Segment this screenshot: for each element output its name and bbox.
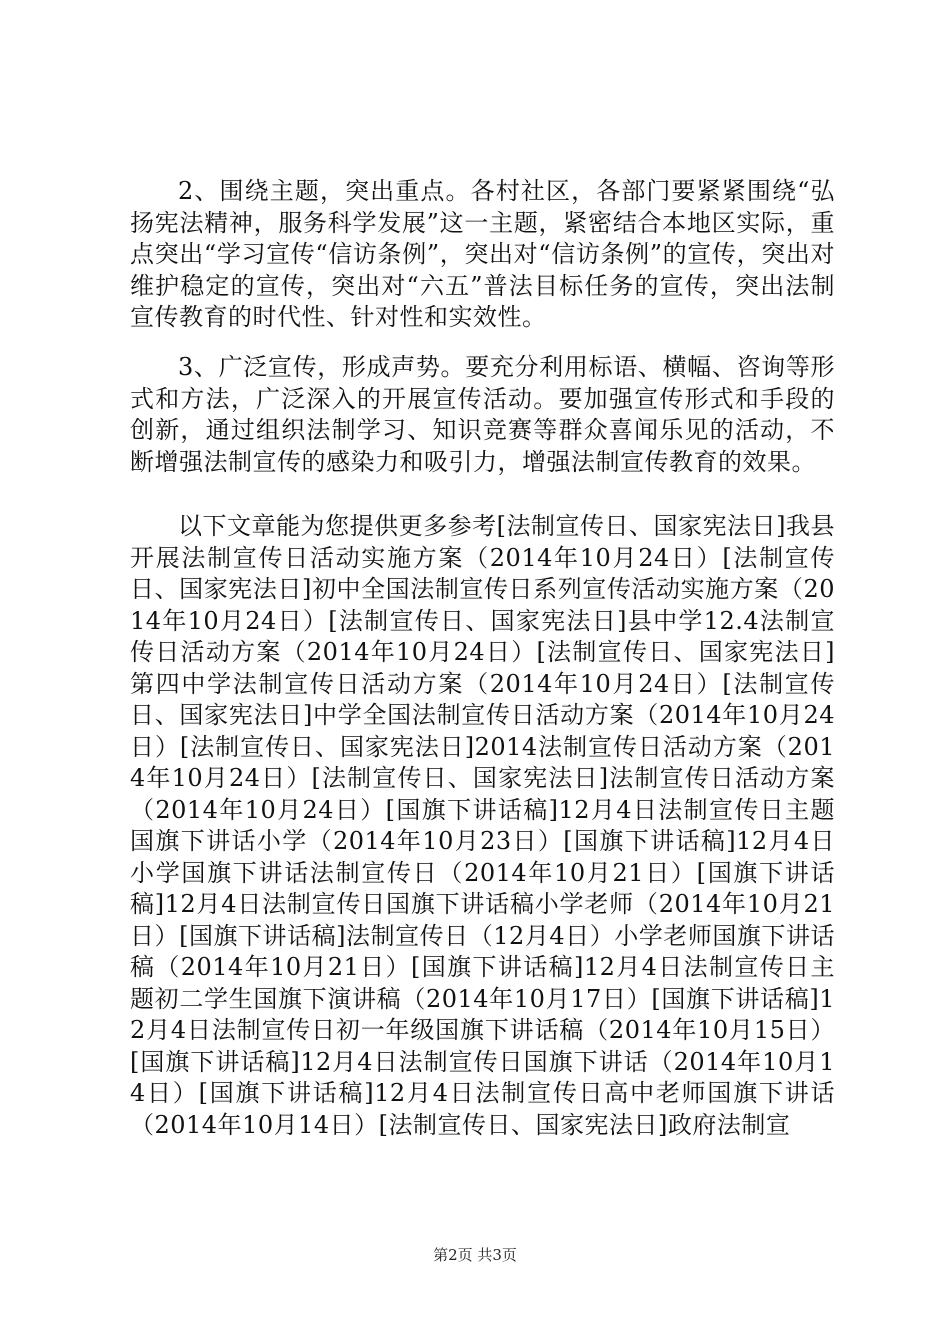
paragraph-focus-theme: 2、围绕主题，突出重点。各村社区，各部门要紧紧围绕“弘扬宪法精神，服务科学发展”这一主题，紧密结合本地区实际，重点突出“学习宣传“信访条例”，突出对“信访条例”的宣传，突出对维护稳定的宣传，突出对“六五”普法目标任务的宣传，突出法制宣传教育的时代性、针对性和实效性。 bbox=[130, 177, 835, 331]
page-footer: 第2页 共3页 bbox=[433, 1246, 517, 1264]
paragraph-related-articles: 以下文章能为您提供更多参考[法制宣传日、国家宪法日]我县开展法制宣传日活动实施方案（2014年10月24日）[法制宣传日、国家宪法日]初中全国法制宣传日系列宣传活动实施方案（2014年10月24日）[法制宣传日、国家宪法日]县中学12.4法制宣传日活动方案（2014年10月24日）[法制宣传日、国家宪法日]第四中学法制宣传日活动方案（2014年10月24日）[法制宣传日、国家宪法日]中学全国法制宣传日活动方案（2014年10月24日）[法制宣传日、国家宪法日]2014法制宣传日活动方案（2014年10月24日）[法制宣传日、国家宪法日]法制宣传日活动方案（2014年10月24日）[国旗下讲话稿]12月4日法制宣传日主题国旗下讲话小学（2014年10月23日）[国旗下讲话稿]12月4日小学国旗下讲话法制宣传日（2014年10月21日）[国旗下讲话稿]12月4日法制宣传日国旗下讲话稿小学老师（2014年10月21日）[国旗下讲话稿]法制宣传日（12月4日）小学老师国旗下讲话稿（2014年10月21日）[国旗下讲话稿]12月4日法制宣传日主题初二学生国旗下演讲稿（2014年10月17日）[国旗下讲话稿]12月4日法制宣传日初一年级国旗下讲话稿（2014年10月15日）[国旗下讲话稿]12月4日法制宣传日国旗下讲话（2014年10月14日）[国旗下讲话稿]12月4日法制宣传日高中老师国旗下讲话（2014年10月14日）[法制宣传日、国家宪法日]政府法制宣 bbox=[130, 512, 835, 1139]
paragraph-wide-publicity: 3、广泛宣传，形成声势。要充分利用标语、横幅、咨询等形式和方法，广泛深入的开展宣传活动。要加强宣传形式和手段的创新，通过组织法制学习、知识竞赛等群众喜闻乐见的活动，不断增强法制宣传的感染力和吸引力，增强法制宣传教育的效果。 bbox=[130, 353, 835, 476]
